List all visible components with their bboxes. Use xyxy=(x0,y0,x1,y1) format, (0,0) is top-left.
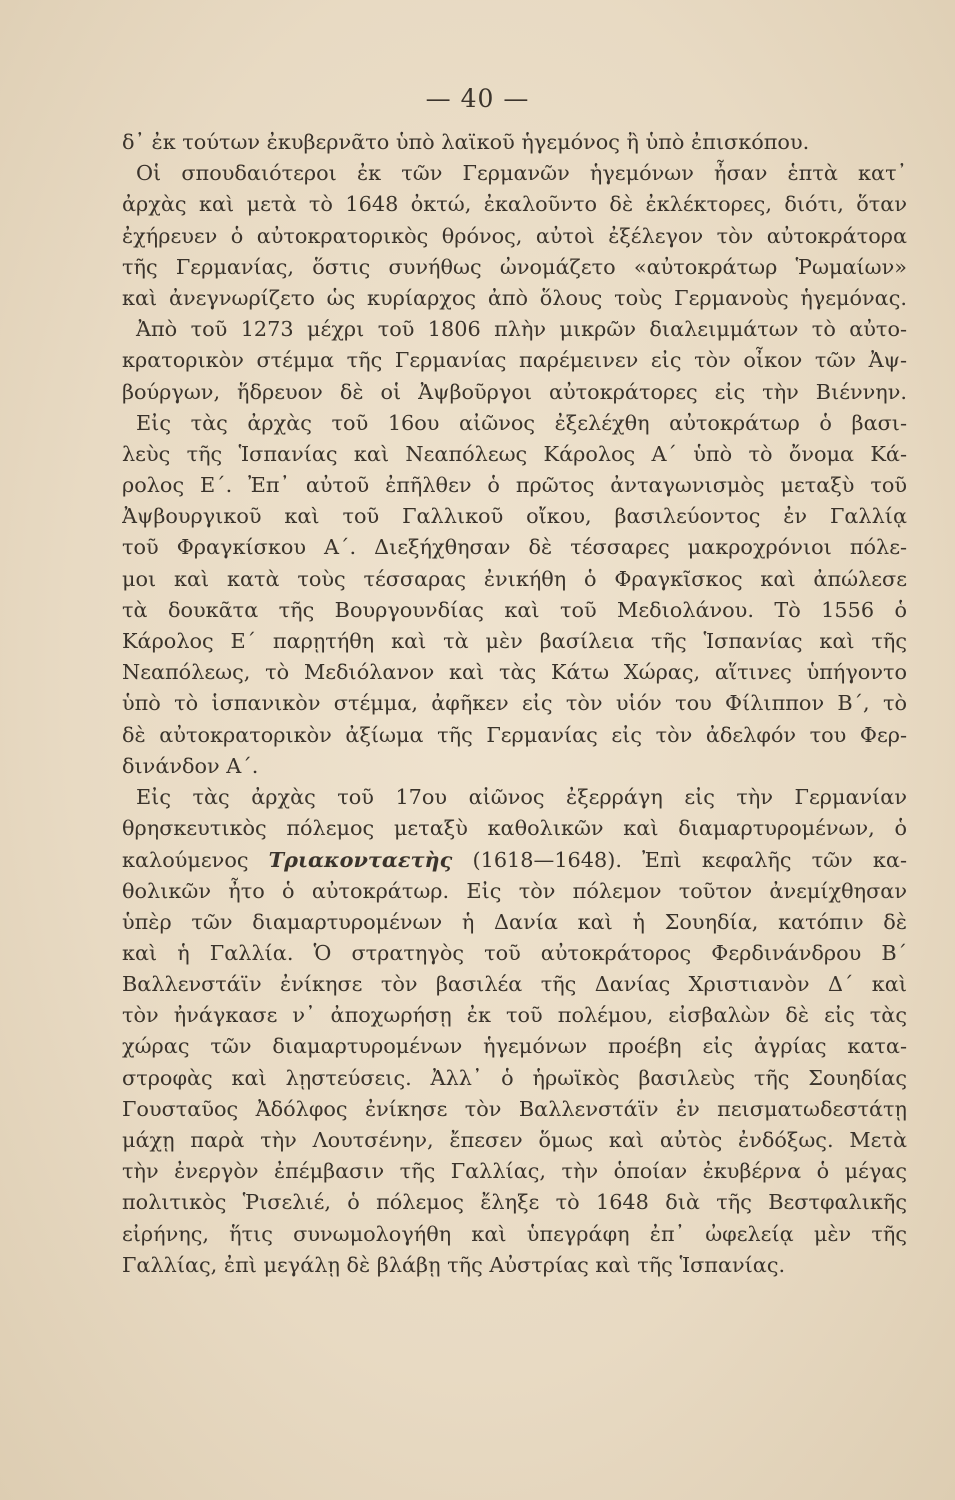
text-segment: (1618—1648). Ἐπὶ κεφαλῆς τῶν κα- xyxy=(452,848,907,873)
text-line: τὸν ἠνάγκασε ν᾽ ἀποχωρήσῃ ἐκ τοῦ πολέμου, εἰσβαλὼν δὲ εἰς τὰς xyxy=(122,1003,907,1028)
text-line: Εἰς τὰς ἀρχὰς τοῦ 17ου αἰῶνος ἐξερράγη εἰς τὴν Γερμανίαν xyxy=(136,784,907,809)
text-line: Κάρολος Ε΄ παρῃτήθη καὶ τὰ μὲν βασίλεια τῆς Ἱσπανίας καὶ τῆς xyxy=(122,629,907,653)
text-line: τὰ δουκᾶτα τῆς Βουργουνδίας καὶ τοῦ Μεδιολάνου. Τὸ 1556 ὁ xyxy=(122,597,907,622)
text-line: Ἀψβουργικοῦ καὶ τοῦ Γαλλικοῦ οἴκου, βασιλεύοντος ἐν Γαλλίᾳ xyxy=(122,504,907,529)
text-line: βούργων, ἥδρευον δὲ οἱ Ἀψβοῦργοι αὐτοκράτορες εἰς τὴν Βιέννην. xyxy=(122,379,907,404)
text-line: ἐχήρευεν ὁ αὐτοκρατορικὸς θρόνος, αὐτοὶ ἐξέλεγον τὸν αὐτοκράτορα xyxy=(122,223,907,248)
text-line: καὶ ἡ Γαλλία. Ὁ στρατηγὸς τοῦ αὐτοκράτορος Φερδινάνδρου Β΄ xyxy=(122,940,907,965)
text-line: μοι καὶ κατὰ τοὺς τέσσαρας ἐνικήθη ὁ Φραγκῖσκος καὶ ἀπώλεσε xyxy=(122,566,907,591)
text-line: ὑπὲρ τῶν διαμαρτυρομένων ἡ Δανία καὶ ἡ Σουηδία, κατόπιν δὲ xyxy=(122,909,907,934)
text-line: Ἀπὸ τοῦ 1273 μέχρι τοῦ 1806 πλὴν μικρῶν διαλειμμάτων τὸ αὐτο- xyxy=(136,317,907,342)
text-line: πολιτικὸς Ῥισελιέ, ὁ πόλεμος ἔληξε τὸ 1648 διὰ τῆς Βεστφαλικῆς xyxy=(122,1190,907,1215)
text-line: καὶ ἀνεγνωρίζετο ὡς κυρίαρχος ἀπὸ ὅλους τοὺς Γερμανοὺς ἡγεμόνας. xyxy=(122,285,907,310)
text-line: τὴν ἐνεργὸν ἐπέμβασιν τῆς Γαλλίας, τὴν ὁποίαν ἐκυβέρνα ὁ μέγας xyxy=(122,1159,907,1184)
text-line: Βαλλενστάϊν ἐνίκησε τὸν βασιλέα τῆς Δανίας Χριστιανὸν Δ΄ καὶ xyxy=(122,972,907,997)
emphasized-term: Τριακονταετὴς xyxy=(268,847,453,873)
text-line: Νεαπόλεως, τὸ Μεδιόλανον καὶ τὰς Κάτω Χώρας, αἵτινες ὑπήγοντο xyxy=(122,660,907,685)
text-line: τοῦ Φραγκίσκου Α΄. Διεξήχθησαν δὲ τέσσαρες μακροχρόνιοι πόλε- xyxy=(122,535,907,560)
text-line: λεὺς τῆς Ἱσπανίας καὶ Νεαπόλεως Κάρολος Α΄ ὑπὸ τὸ ὄνομα Κά- xyxy=(122,441,907,466)
text-line xyxy=(122,844,907,875)
text-line: θολικῶν ἦτο ὁ αὐτοκράτωρ. Εἰς τὸν πόλεμον τοῦτον ἀνεμίχθησαν xyxy=(122,878,907,903)
text-line: Οἱ σπουδαιότεροι ἐκ τῶν Γερμανῶν ἡγεμόνων ἦσαν ἑπτὰ κατ᾽ xyxy=(136,161,907,186)
text-line: Εἰς τὰς ἀρχὰς τοῦ 16ου αἰῶνος ἐξελέχθη αὐτοκράτωρ ὁ βασι- xyxy=(136,410,907,435)
text-line: κρατορικὸν στέμμα τῆς Γερμανίας παρέμεινεν εἰς τὸν οἶκον τῶν Ἀψ- xyxy=(122,348,907,373)
text-line: εἰρήνης, ἥτις συνωμολογήθη καὶ ὑπεγράφη ἐπ᾽ ὠφελείᾳ μὲν τῆς xyxy=(122,1221,907,1246)
text-line: δὲ αὐτοκρατορικὸν ἀξίωμα τῆς Γερμανίας εἰς τὸν ἀδελφόν του Φερ- xyxy=(122,722,907,747)
text-line: τῆς Γερμανίας, ὅστις συνήθως ὠνομάζετο «αὐτοκράτωρ Ῥωμαίων» xyxy=(122,254,907,279)
page-number: — 40 — xyxy=(425,84,530,113)
text-line: μάχῃ παρὰ τὴν Λουτσένην, ἔπεσεν ὅμως καὶ αὐτὸς ἐνδόξως. Μετὰ xyxy=(122,1128,907,1152)
text-line: θρησκευτικὸς πόλεμος μεταξὺ καθολικῶν καὶ διαμαρτυρομένων, ὁ xyxy=(122,816,907,841)
text-line: στροφὰς καὶ λῃστεύσεις. Ἀλλ᾽ ὁ ἡρωϊκὸς βασιλεὺς τῆς Σουηδίας xyxy=(122,1065,907,1090)
text-segment: καλούμενος xyxy=(122,848,269,873)
text-line: ἀρχὰς καὶ μετὰ τὸ 1648 ὀκτώ, ἐκαλοῦντο δὲ ἐκλέκτορες, διότι, ὅταν xyxy=(122,192,907,217)
text-line: Γουσταῦος Ἀδόλφος ἐνίκησε τὸν Βαλλενστάϊν ἐν πεισματωδεστάτῃ xyxy=(122,1096,907,1121)
body-text xyxy=(122,127,907,1281)
text-line: ὑπὸ τὸ ἱσπανικὸν στέμμα, ἀφῆκεν εἰς τὸν υἱόν του Φίλιππον Β΄, τὸ xyxy=(122,691,907,716)
text-line: χώρας τῶν διαμαρτυρομένων ἡγεμόνων προέβη εἰς ἀγρίας κατα- xyxy=(122,1034,907,1059)
text-line: δινάνδον Α΄. xyxy=(122,753,259,778)
text-line: Γαλλίας, ἐπὶ μεγάλῃ δὲ βλάβῃ τῆς Αὐστρίας καὶ τῆς Ἱσπανίας. xyxy=(122,1252,786,1277)
text-line: δ᾽ ἐκ τούτων ἐκυβερνᾶτο ὑπὸ λαϊκοῦ ἡγεμόνος ἢ ὑπὸ ἐπισκόπου. xyxy=(122,130,810,154)
text-line: ρολος Ε΄. Ἐπ᾽ αὐτοῦ ἐπῆλθεν ὁ πρῶτος ἀνταγωνισμὸς μεταξὺ τοῦ xyxy=(122,473,907,498)
